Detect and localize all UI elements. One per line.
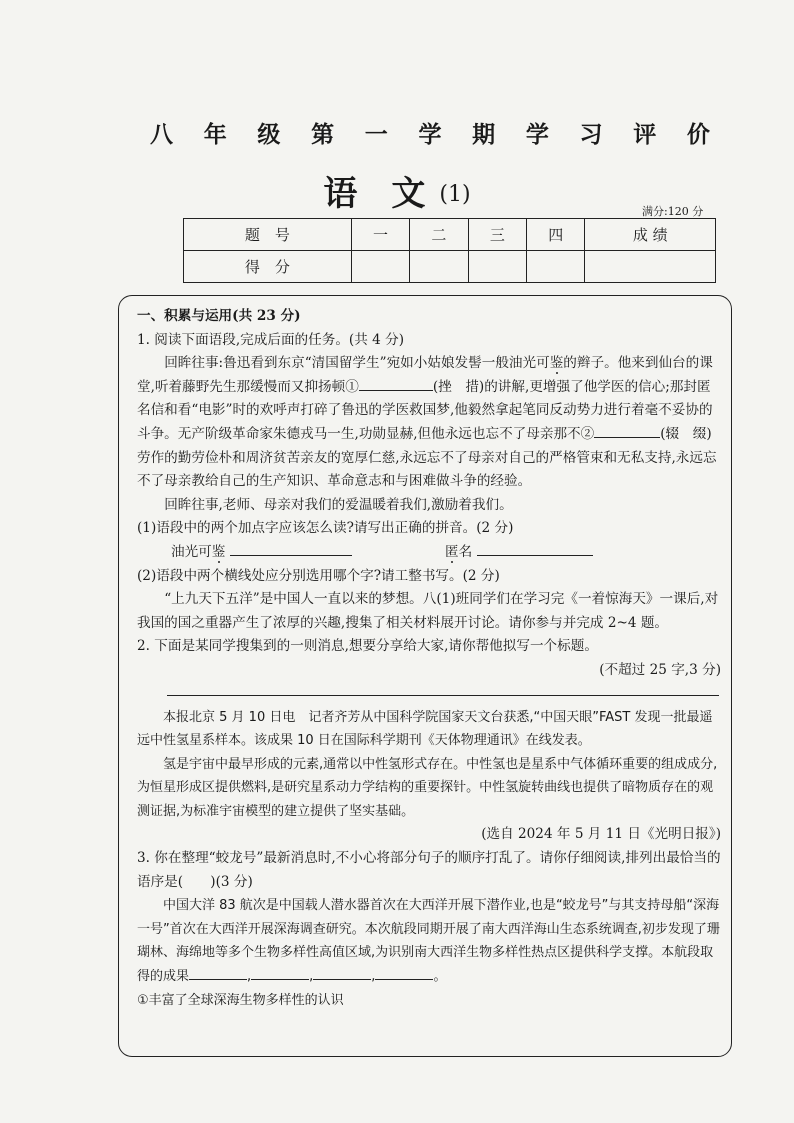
score-cell: 题 号 <box>184 219 352 251</box>
score-input-cell[interactable] <box>351 251 409 283</box>
title-char: 期 <box>472 121 496 148</box>
pinyin-item <box>421 541 695 565</box>
text: 回眸往事:鲁迅看到东京“清国留学生”宛如小姑娘发髻一般油光可 <box>164 355 550 372</box>
title-answer-line[interactable] <box>167 685 719 696</box>
title-char: 学 <box>418 121 442 148</box>
char-options-2: (辍 缀) <box>660 425 712 442</box>
pinyin-blank-2[interactable] <box>477 555 593 556</box>
title-char: 第 <box>311 121 335 148</box>
title-char: 级 <box>257 121 281 148</box>
question-2-stem: 2. 下面是某同学搜集到的一则消息,想要分享给大家,请你帮他拟写一个标题。 <box>137 638 598 655</box>
title-char: 评 <box>633 121 657 148</box>
text: 的讲解,更增强了他学医的信心;那封匿名信和看“电影”时的欢呼声打碎了鲁迅的学医救国梦,他毅然拿起笔同反动势力进行着毫不妥协的斗争。无产阶级革命家朱德戎马一生,功勋显赫,但他永远也忘不了母亲那不② <box>137 378 713 442</box>
score-input-cell[interactable] <box>527 251 585 283</box>
score-cell: 成 绩 <box>585 219 716 251</box>
question-2-note: (不超过 25 字,3 分) <box>599 661 721 678</box>
dotted-char: 鉴 <box>211 543 226 560</box>
score-cell: 得 分 <box>184 251 352 283</box>
score-cell: 一 <box>351 219 409 251</box>
score-input-cell[interactable] <box>585 251 716 283</box>
title-char: 习 <box>579 121 603 148</box>
exam-content <box>137 305 721 1012</box>
pinyin-item <box>171 541 421 565</box>
order-blank[interactable] <box>313 979 371 980</box>
pinyin-answer-row <box>137 541 721 565</box>
answer-blank-1[interactable] <box>359 390 433 391</box>
score-table-header-row <box>184 219 716 251</box>
score-cell: 三 <box>468 219 526 251</box>
passage-paragraph: 回眸往事,老师、母亲对我们的爱温暖着我们,激励着我们。 <box>164 496 513 513</box>
pinyin-blank-1[interactable] <box>230 555 352 556</box>
score-input-cell[interactable] <box>468 251 526 283</box>
score-table-score-row <box>184 251 716 283</box>
title-char: 八 <box>150 121 173 148</box>
score-cell: 二 <box>410 219 468 251</box>
sub-question-1: (1)语段中的两个加点字应该怎么读?请写出正确的拼音。(2 分) <box>137 520 514 537</box>
order-blank[interactable] <box>375 979 433 980</box>
passage-paragraph <box>137 352 721 494</box>
title-char: 一 <box>364 121 388 148</box>
title-char: 年 <box>203 121 227 148</box>
question-3-option: ①丰富了全球深海生物多样性的认识 <box>137 992 344 1008</box>
full-score: 满分:120 分 <box>642 205 704 218</box>
section-title: 一、积累与运用(共 23 分) <box>137 308 301 324</box>
news-source: (选自 2024 年 5 月 11 日《光明日报》) <box>481 826 721 843</box>
order-blank[interactable] <box>251 979 309 980</box>
score-cell: 四 <box>527 219 585 251</box>
news-paragraph: 氢是宇宙中最早形成的元素,通常以中性氢形式存在。中性氢也是星系中气体循环重要的组成成分,为恒星形成区提供燃料,是研究星系动力学结构的重要探针。中性氢旋转曲线也提供了暗物质存在的观测证据,为标准宇宙模型的建立提供了坚实基础。 <box>137 756 718 819</box>
text: 名 <box>458 543 473 560</box>
text: 中国大洋 83 航次是中国载人潜水器首次在大西洋开展下潜作业,也是“蛟龙号”与其支持母船“深海一号”首次在大西洋开展深海调查研究。本次航段同期开展了南大西洋海山生态系统调查,初步发现了珊瑚林、海绵地等多个生物多样性高值区域,为识别南大西洋生物多样性热点区提供科学支撑。本航段取得的成果 <box>137 898 720 985</box>
title-char: 学 <box>525 121 549 148</box>
text: 的辫子。他来到仙台的课堂,听着藤野先生那缓慢而又抑扬顿① <box>137 355 713 395</box>
answer-blank-2[interactable] <box>594 437 660 438</box>
score-input-cell[interactable] <box>410 251 468 283</box>
dotted-char: 匿 <box>445 543 459 560</box>
text: 劳作的勤劳俭朴和周济贫苦亲友的宽厚仁慈,永远忘不了母亲对自己的严格管束和无私支持,永远忘不了母亲教给自己的生产知识、革命意志和与困难做斗争的经验。 <box>137 449 717 490</box>
question-3-paragraph: 中国大洋 83 航次是中国载人潜水器首次在大西洋开展下潜作业,也是“蛟龙号”与其支持母船“深海一号”首次在大西洋开展深海调查研究。本次航段同期开展了南大西洋海山生态系统调查,初步发现了珊瑚林、海绵地等多个生物多样性高值区域,为识别南大西洋生物多样性热点区提供科学支撑。本航段取得的成果 , , , 。 <box>137 898 720 985</box>
subject-number: (1) <box>439 182 471 207</box>
title-char: 价 <box>686 121 710 148</box>
text: 油光可 <box>171 543 212 560</box>
order-blank[interactable] <box>189 979 247 980</box>
page-title <box>150 116 710 149</box>
news-paragraph: 本报北京 5 月 10 日电 记者齐芳从中国科学院国家天文台获悉,“中国天眼”FAST 发现一批最遥远中性氢星系样本。该成果 10 日在国际科学期刊《天体物理通讯》在线发表。 <box>137 709 713 749</box>
question-3-stem: 3. 你在整理“蛟龙号”最新消息时,不小心将部分句子的顺序打乱了。请你仔细阅读,排列出最恰当的语序是( )(3 分) <box>137 850 721 890</box>
subject-name: 语 文 <box>323 174 426 214</box>
char-options-1: (挫 措) <box>432 378 485 395</box>
score-table <box>183 218 716 283</box>
intro-paragraph: “上九天下五洋”是中国人一直以来的梦想。八(1)班同学们在学习完《一着惊海天》一课后,对我国的国之重器产生了浓厚的兴趣,搜集了相关材料展开讨论。请你参与并完成 2~4 题。 <box>137 591 719 631</box>
question-1-stem: 1. 阅读下面语段,完成后面的任务。(共 4 分) <box>137 331 405 348</box>
sub-question-2: (2)语段中两个横线处应分别选用哪个字?请工整书写。(2 分) <box>137 567 500 584</box>
dotted-char: 鉴 <box>549 355 564 372</box>
